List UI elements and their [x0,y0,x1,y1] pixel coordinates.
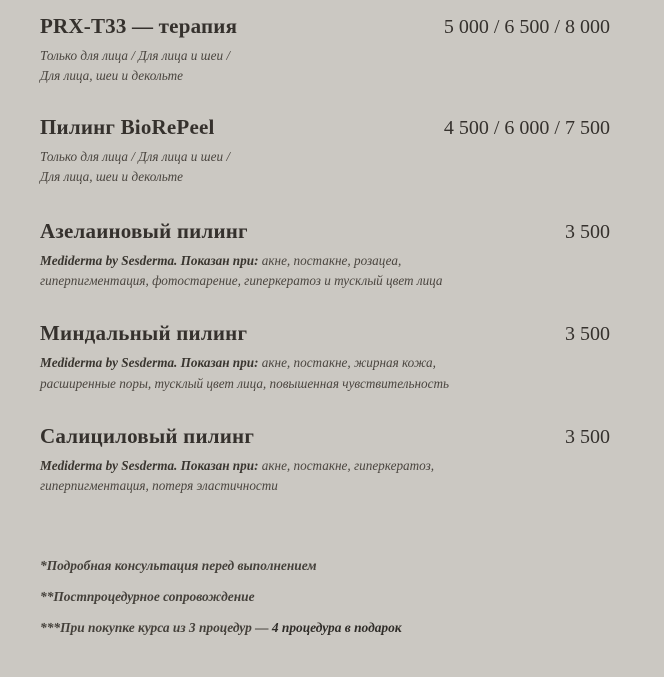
service-title: Салициловый пилинг [40,423,255,448]
service-option-line: Только для лица / Для лица и шеи / [40,48,231,63]
service-description-lead: Mediderma by Sesderma. Показан при: [40,355,259,371]
service-option-line: Для лица, шеи и декольте [40,168,184,184]
service-option-line: Для лица, шеи и декольте [40,68,184,84]
footnote-course-offer [40,620,610,636]
service-title: Пилинг BioRePeel [40,114,215,139]
service-header [40,14,610,39]
service-options [40,147,610,188]
service-options [40,46,610,87]
service-item-prx-t33 [40,14,610,87]
service-header [40,424,610,449]
service-title: Миндальный пилинг [40,321,248,346]
service-title: PRX-T33 — терапия [40,14,238,38]
service-description-rest: акне, постакне, розацеа, гиперпигментация, фотостарение, гиперкератоз и тусклый цвет лица [40,253,443,289]
service-price: 4 500 / 6 000 / 7 500 [443,116,610,139]
service-description [40,456,460,496]
footnote-aftercare: **Постпроцедурное сопровождение [40,588,255,604]
service-price: 3 500 [565,323,610,346]
service-header [40,321,610,346]
footnote-consultation: *Подробная консультация перед выполнением [40,557,317,573]
service-price: 3 500 [565,425,610,448]
service-item-mindalnyy-piling [40,321,610,393]
service-option-line: Только для лица / Для лица и шеи / [40,148,231,164]
service-description-rest: акне, постакне, гиперкератоз, гиперпигментация, потеря эластичности [40,457,435,493]
service-header [40,115,610,140]
service-description [40,251,460,291]
service-item-biorepeel [40,115,610,188]
service-price: 3 500 [565,221,610,244]
service-description-lead: Mediderma by Sesderma. Показан при: [40,253,259,269]
service-price: 5 000 / 6 500 / 8 000 [443,16,610,38]
footnote-course-offer-prefix: ***При покупке курса из 3 процедур — [40,619,272,635]
service-title: Азелаиновый пилинг [40,219,248,244]
service-description [40,353,460,393]
service-header [40,219,610,244]
service-description-lead: Mediderma by Sesderma. Показан при: [40,457,259,473]
service-description-rest: акне, постакне, жирная кожа, расширенные поры, тусклый цвет лица, повышенная чувствительность [40,355,449,391]
service-item-salitsilovyy-piling [40,424,610,496]
footnote-course-offer-highlight: 4 процедура в подарок [271,619,402,635]
service-item-azelainovyy-piling [40,219,610,291]
price-list-page [0,14,664,677]
footnotes-section [40,558,610,636]
